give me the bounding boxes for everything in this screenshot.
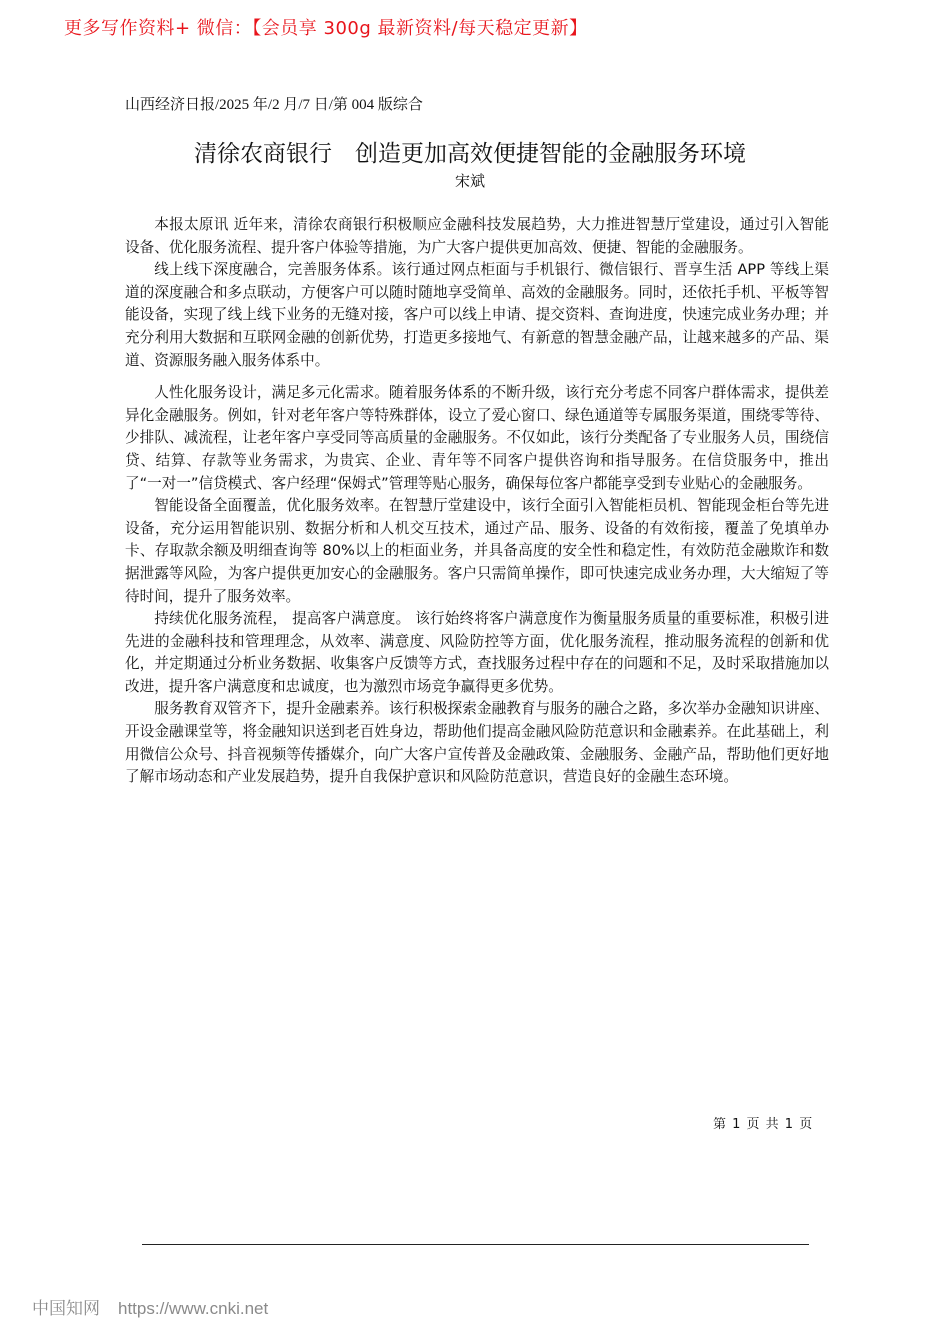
cnki-url-link[interactable]: https://www.cnki.net — [118, 1299, 269, 1318]
article-body — [125, 214, 829, 789]
paragraph-financial-education: 服务教育双管齐下，提升金融素养。该行积极探索金融教育与服务的融合之路，多次举办金融知识讲座、开设金融课堂等，将金融知识送到老百姓身边，帮助他们提高金融风险防范意识和金融素养。在此基础上，利用微信公众号、抖音视频等传播媒介，向广大客户宣传普及金融政策、金融服务、金融产品，帮助他们更好地了解市场动态和产业发展趋势，提升自我保护意识和风险防范意识，营造良好的金融生态环境。 — [125, 700, 829, 786]
paragraph-humanized-service: 人性化服务设计，满足多元化需求。随着服务体系的不断升级，该行充分考虑不同客户群体需求，提供差异化金融服务。例如，针对老年客户等特殊群体，设立了爱心窗口、绿色通道等专属服务渠道，围绕零等待、少排队、减流程，让老年客户享受同等高质量的金融服务。不仅如此，该行分类配备了专业服务人员，围绕信贷、结算、存款等业务需求，为贵宾、企业、青年等不同客户提供咨询和指导服务。在信贷服务中，推出了“一对一”信贷模式、客户经理“保姆式”管理等贴心服务，确保每位客户都能享受到专业贴心的金融服务。 — [125, 384, 829, 492]
footer-watermark — [32, 1294, 268, 1319]
article-author: 宋斌 — [454, 172, 485, 190]
paragraph-process-optimization: 持续优化服务流程， 提高客户满意度。 该行始终将客户满意度作为衡量服务质量的重要标准，积极引进先进的金融科技和管理理念，从效率、满意度、风险防控等方面，优化服务流程，推动服务流程的创新和优化，并定期通过分析业务数据、收集客户反馈等方式，查找服务过程中存在的问题和不足，及时采取措施加以改进，提升客户满意度和忠诚度，也为激烈市场竞争赢得更多优势。 — [125, 610, 829, 695]
paragraph-smart-devices: 智能设备全面覆盖，优化服务效率。在智慧厅堂建设中，该行全面引入智能柜员机、智能现金柜台等先进设备，充分运用智能识别、数据分析和人机交互技术，通过产品、服务、设备的有效衔接，覆盖了免填单办卡、存取款余额及明细查询等 80%以上的柜面业务，并具备高度的安全性和稳定性，有效防范金融欺诈和数据泄露等风险，为客户提供更加安心的金融服务。客户只需简单操作，即可快速完成业务办理，大大缩短了等待时间，提升了服务效率。 — [125, 497, 829, 605]
page-number: 第 1 页 共 1 页 — [713, 1117, 814, 1132]
article-title: 清徐农商银行 创造更加高效便捷智能的金融服务环境 — [194, 141, 746, 167]
cnki-site-name: 中国知网 — [32, 1299, 100, 1319]
paragraph-lead: 本报太原讯 近年来，清徐农商银行积极顺应金融科技发展趋势，大力推进智慧厅堂建设，通过引入智能设备、优化服务流程、提升客户体验等措施，为广大客户提供更加高效、便捷、智能的金融服务。 — [125, 216, 829, 256]
paragraph-online-offline: 线上线下深度融合，完善服务体系。该行通过网点柜面与手机银行、微信银行、晋享生活 APP 等线上渠道的深度融合和多点联动，方便客户可以随时随地享受简单、高效的金融服务。同时，还依托手机、平板等智能设备，实现了线上线下业务的无缝对接，客户可以线上申请、提交资料、查询进度，快速完成业务办理；并充分利用大数据和互联网金融的创新优势，打造更多接地气、有新意的智慧金融产品，让越来越多的产品、渠道、资源服务融入服务体系中。 — [125, 261, 829, 369]
footer-divider — [142, 1244, 809, 1245]
promo-banner: 更多写作资料+ 微信：【会员享 300g 最新资料/每天稳定更新】 — [64, 18, 588, 39]
source-line: 山西经济日报/2025 年/2 月/7 日/第 004 版综合 — [125, 97, 423, 113]
